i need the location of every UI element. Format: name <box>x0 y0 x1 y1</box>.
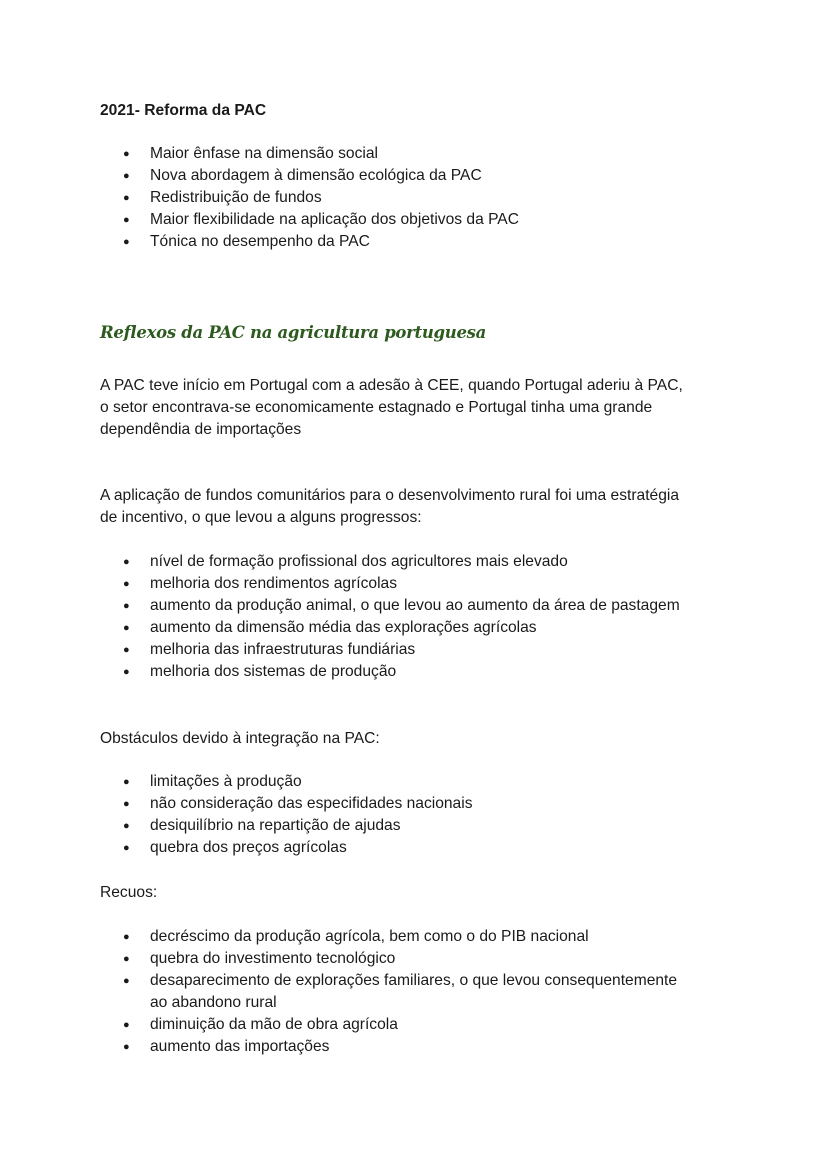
list-item: ● Tónica no desempenho da PAC <box>100 231 740 253</box>
list-item: ● nível de formação profissional dos agricultores mais elevado <box>100 551 740 573</box>
list-item: ● Nova abordagem à dimensão ecológica da PAC <box>100 165 740 187</box>
list-item: ● Maior flexibilidade na aplicação dos objetivos da PAC <box>100 209 740 231</box>
text-line: dependêndia de importações <box>100 421 302 438</box>
list-item: ● quebra do investimento tecnológico <box>100 948 740 970</box>
list-item: ● diminuição da mão de obra agrícola <box>100 1014 740 1036</box>
list-item: ● decréscimo da produção agrícola, bem como o do PIB nacional <box>100 926 740 948</box>
setbacks-label: Recuos: <box>100 884 158 901</box>
text-line: A PAC teve início em Portugal com a adesão à CEE, quando Portugal aderiu à PAC, <box>100 377 683 394</box>
list-item: ● aumento das importações <box>100 1036 740 1058</box>
list-item: ● desiquilíbrio na repartição de ajudas <box>100 815 740 837</box>
text-line: de incentivo, o que levou a alguns progressos: <box>100 509 422 526</box>
paragraph-fundos <box>100 485 740 529</box>
list-item: ● aumento da produção animal, o que levou ao aumento da área de pastagem <box>100 595 740 617</box>
list-item: ● melhoria dos rendimentos agrícolas <box>100 573 740 595</box>
progress-list <box>100 551 740 683</box>
setbacks-label-block <box>100 882 740 904</box>
section-title: 2021- Reforma da PAC <box>100 102 267 119</box>
obstacles-label-block <box>100 728 740 750</box>
list-item: ● melhoria dos sistemas de produção <box>100 661 740 683</box>
setbacks-list <box>100 926 740 1058</box>
section-heading: Reflexos da PAC na agricultura portuguesa <box>100 323 487 342</box>
list-item: ● limitações à produção <box>100 771 740 793</box>
list-item: ● Maior ênfase na dimensão social <box>100 143 740 165</box>
list-item: ● quebra dos preços agrícolas <box>100 837 740 859</box>
list-item: ● não consideração das especifidades nacionais <box>100 793 740 815</box>
text-line: o setor encontrava-se economicamente estagnado e Portugal tinha uma grande <box>100 399 653 416</box>
obstacles-list <box>100 771 740 859</box>
reforma-list <box>100 143 740 253</box>
section-reforma <box>100 100 740 122</box>
list-item: ● Redistribuição de fundos <box>100 187 740 209</box>
paragraph-intro <box>100 375 740 441</box>
text-line: A aplicação de fundos comunitários para o desenvolvimento rural foi uma estratégia <box>100 487 680 504</box>
list-item: ● desaparecimento de explorações familiares, o que levou consequentemente <box>100 970 740 992</box>
obstacles-label: Obstáculos devido à integração na PAC: <box>100 730 380 747</box>
list-item: ● aumento da dimensão média das explorações agrícolas <box>100 617 740 639</box>
section-heading-block <box>100 322 740 344</box>
list-item: ● melhoria das infraestruturas fundiárias <box>100 639 740 661</box>
list-item-continuation: ao abandono rural <box>150 994 277 1011</box>
